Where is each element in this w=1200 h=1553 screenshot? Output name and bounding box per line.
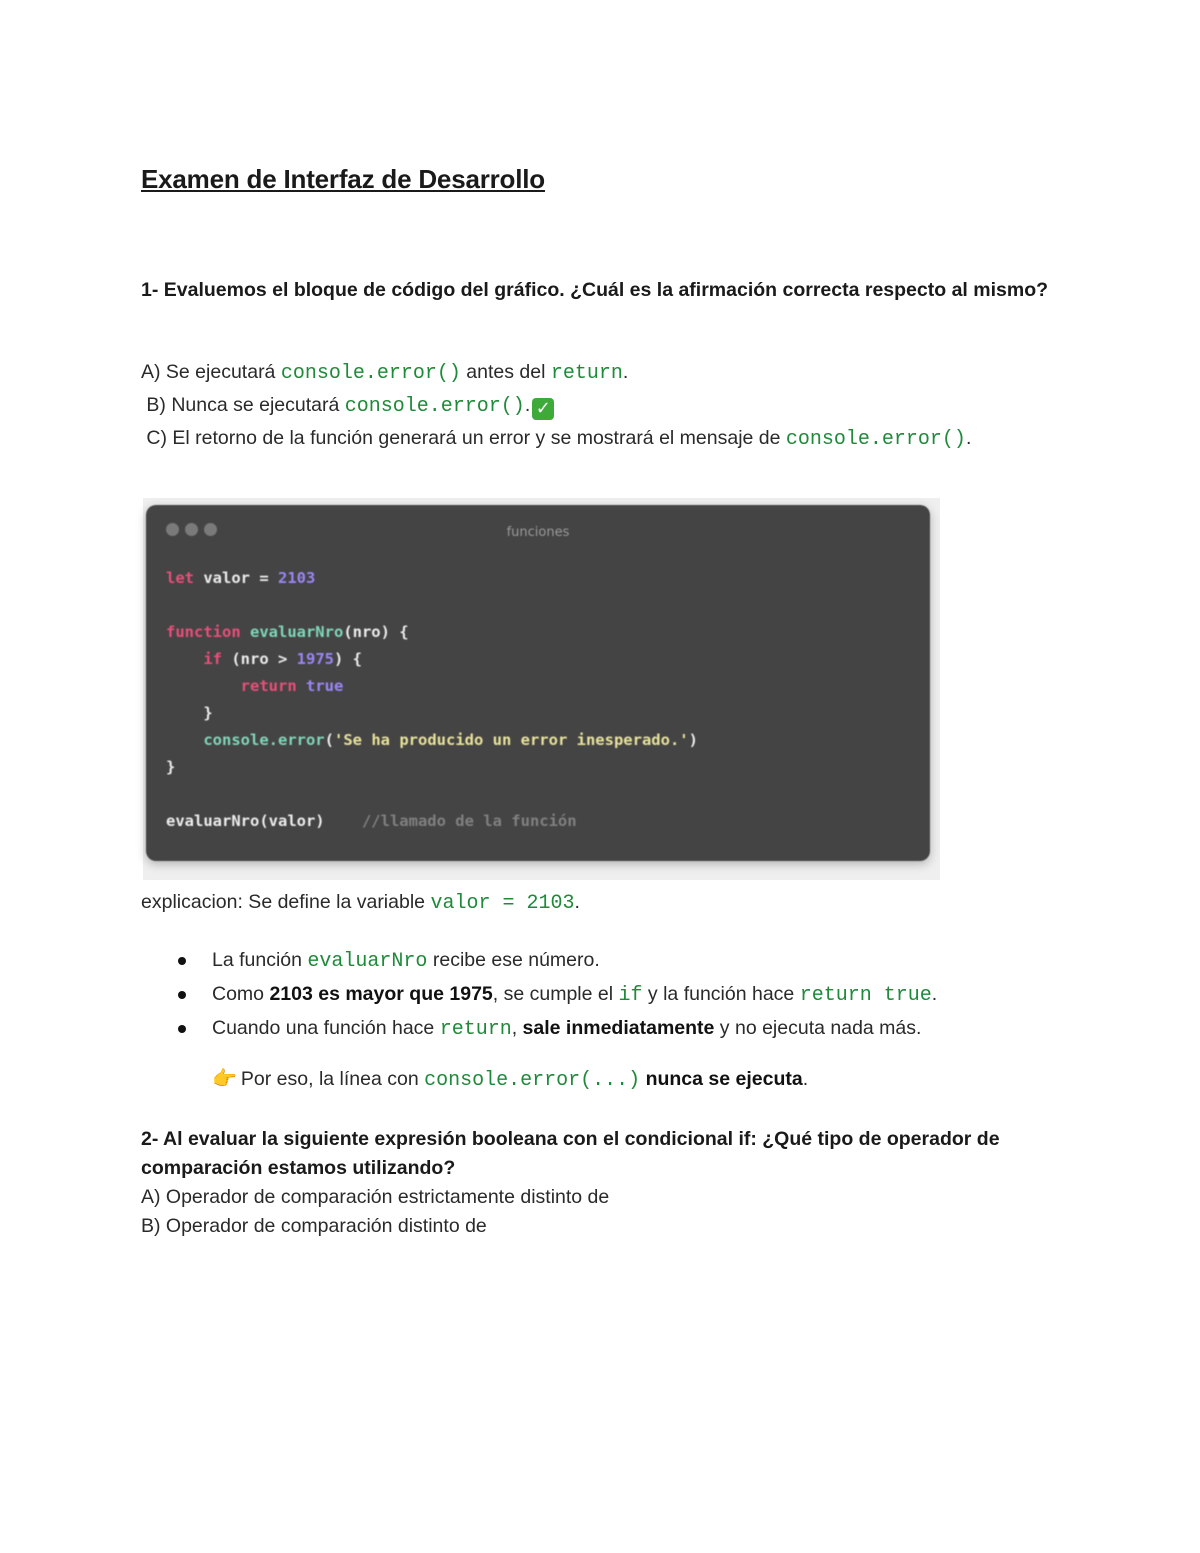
code-keyword: function: [166, 623, 241, 641]
bullet-code: evaluarNro: [307, 950, 428, 973]
code-indent: [166, 731, 203, 749]
code-indent: [166, 650, 203, 668]
bullet-text: y la función hace: [642, 983, 800, 1005]
bullet-text: recibe ese número.: [427, 949, 600, 971]
explanation-conclusion: [212, 1063, 808, 1096]
option-b-code-console-error: console.error(): [344, 395, 525, 418]
conclusion-text: Por eso, la línea con: [240, 1067, 425, 1090]
code-number: 1975: [296, 650, 334, 668]
code-line-1: [166, 569, 315, 587]
bullet-icon: [178, 991, 186, 999]
code-keyword: let: [166, 569, 194, 587]
bullet-text: , se cumple el: [492, 983, 619, 1005]
code-line-5: }: [166, 704, 213, 722]
bullet-icon: [178, 1025, 186, 1033]
code-comment: //llamado de la función: [361, 812, 577, 830]
conclusion-code: console.error(...): [424, 1068, 641, 1092]
code-keyword: return: [240, 677, 297, 695]
code-text: (nro) {: [343, 623, 409, 641]
explanation-bullet-list: [176, 944, 937, 1046]
bullet-text: La función: [212, 949, 308, 971]
explanation-text: explicacion: Se define la variable: [141, 891, 431, 913]
bullet-code: return: [439, 1018, 512, 1041]
bullet-text: Cuando una función hace: [212, 1017, 440, 1039]
explanation-text-end: .: [574, 891, 580, 913]
code-text: evaluarNro(valor): [166, 812, 325, 830]
option-b-text: B) Nunca se ejecutará: [141, 394, 345, 416]
conclusion-text-end: .: [802, 1067, 809, 1090]
code-indent: [325, 812, 362, 830]
code-text: (nro >: [222, 650, 297, 668]
question-1-option-c: [141, 424, 971, 454]
code-function-name: console.error: [203, 731, 325, 749]
question-1-option-b: [141, 391, 554, 421]
bullet-bold-text: sale inmediatamente: [522, 1017, 715, 1039]
bullet-text: .: [931, 983, 938, 1005]
option-a-code-console-error: console.error(): [280, 362, 461, 385]
question-2-option-b: B) Operador de comparación distinto de: [141, 1215, 487, 1237]
code-line-3: [166, 650, 362, 668]
check-mark-icon: ✓: [532, 398, 554, 420]
option-c-code-console-error: console.error(): [785, 428, 966, 451]
explanation-code: valor = 2103: [430, 892, 575, 915]
bullet-bold-text: 2103 es mayor que 1975: [269, 983, 493, 1005]
code-line-4: [166, 677, 343, 695]
bullet-code: if: [618, 984, 643, 1007]
code-number: 2103: [278, 569, 316, 587]
question-2-heading: 2- Al evaluar la siguiente expresión booleana con el condicional if: ¿Qué tipo de operador de comparación estamos utilizando?: [141, 1128, 1000, 1179]
option-b-text-end: .: [524, 394, 531, 416]
option-a-code-return: return: [550, 362, 623, 385]
bullet-text: Como: [212, 983, 270, 1005]
bullet-text: y no ejecuta nada más.: [714, 1017, 922, 1039]
question-1-option-a: [141, 358, 628, 388]
code-line-8: [166, 812, 577, 830]
option-a-text-mid: antes del: [460, 361, 551, 383]
code-line-7: }: [166, 758, 176, 776]
question-1-heading: 1- Evaluemos el bloque de código del gráfico. ¿Cuál es la afirmación correcta respecto al mismo?: [141, 279, 1049, 301]
code-line-6: [166, 731, 698, 749]
code-text: ): [688, 731, 698, 749]
page-title: Examen de Interfaz de Desarrollo: [141, 164, 545, 194]
code-editor-window: [146, 505, 930, 861]
code-function-name: evaluarNro: [240, 623, 344, 641]
question-2-option-a: A) Operador de comparación estrictamente distinto de: [141, 1186, 610, 1208]
pointing-hand-icon: 👉: [212, 1065, 237, 1090]
list-item: [176, 1012, 937, 1046]
code-indent: [166, 677, 241, 695]
code-text: valor =: [194, 569, 278, 587]
option-c-text: C) El retorno de la función generará un error y se mostrará el mensaje de: [141, 427, 786, 449]
code-line-2: [166, 623, 409, 641]
option-a-text-end: .: [622, 361, 629, 383]
bullet-icon: [178, 957, 186, 965]
code-screenshot: [143, 498, 940, 880]
bullet-code: return true: [799, 984, 932, 1007]
conclusion-bold-text: nunca se ejecuta: [645, 1067, 803, 1090]
code-keyword: if: [203, 650, 222, 668]
code-window-title: funciones: [506, 525, 570, 540]
option-c-text-end: .: [965, 427, 972, 449]
list-item: [176, 944, 937, 978]
code-text: (: [324, 731, 334, 749]
list-item: [176, 978, 937, 1012]
code-string: 'Se ha producido un error inesperado.': [334, 731, 689, 749]
code-text: ) {: [333, 650, 362, 668]
explanation-intro: [141, 888, 580, 918]
bullet-text: ,: [511, 1017, 523, 1039]
option-a-text: A) Se ejecutará: [141, 361, 281, 383]
code-boolean: true: [296, 677, 344, 695]
